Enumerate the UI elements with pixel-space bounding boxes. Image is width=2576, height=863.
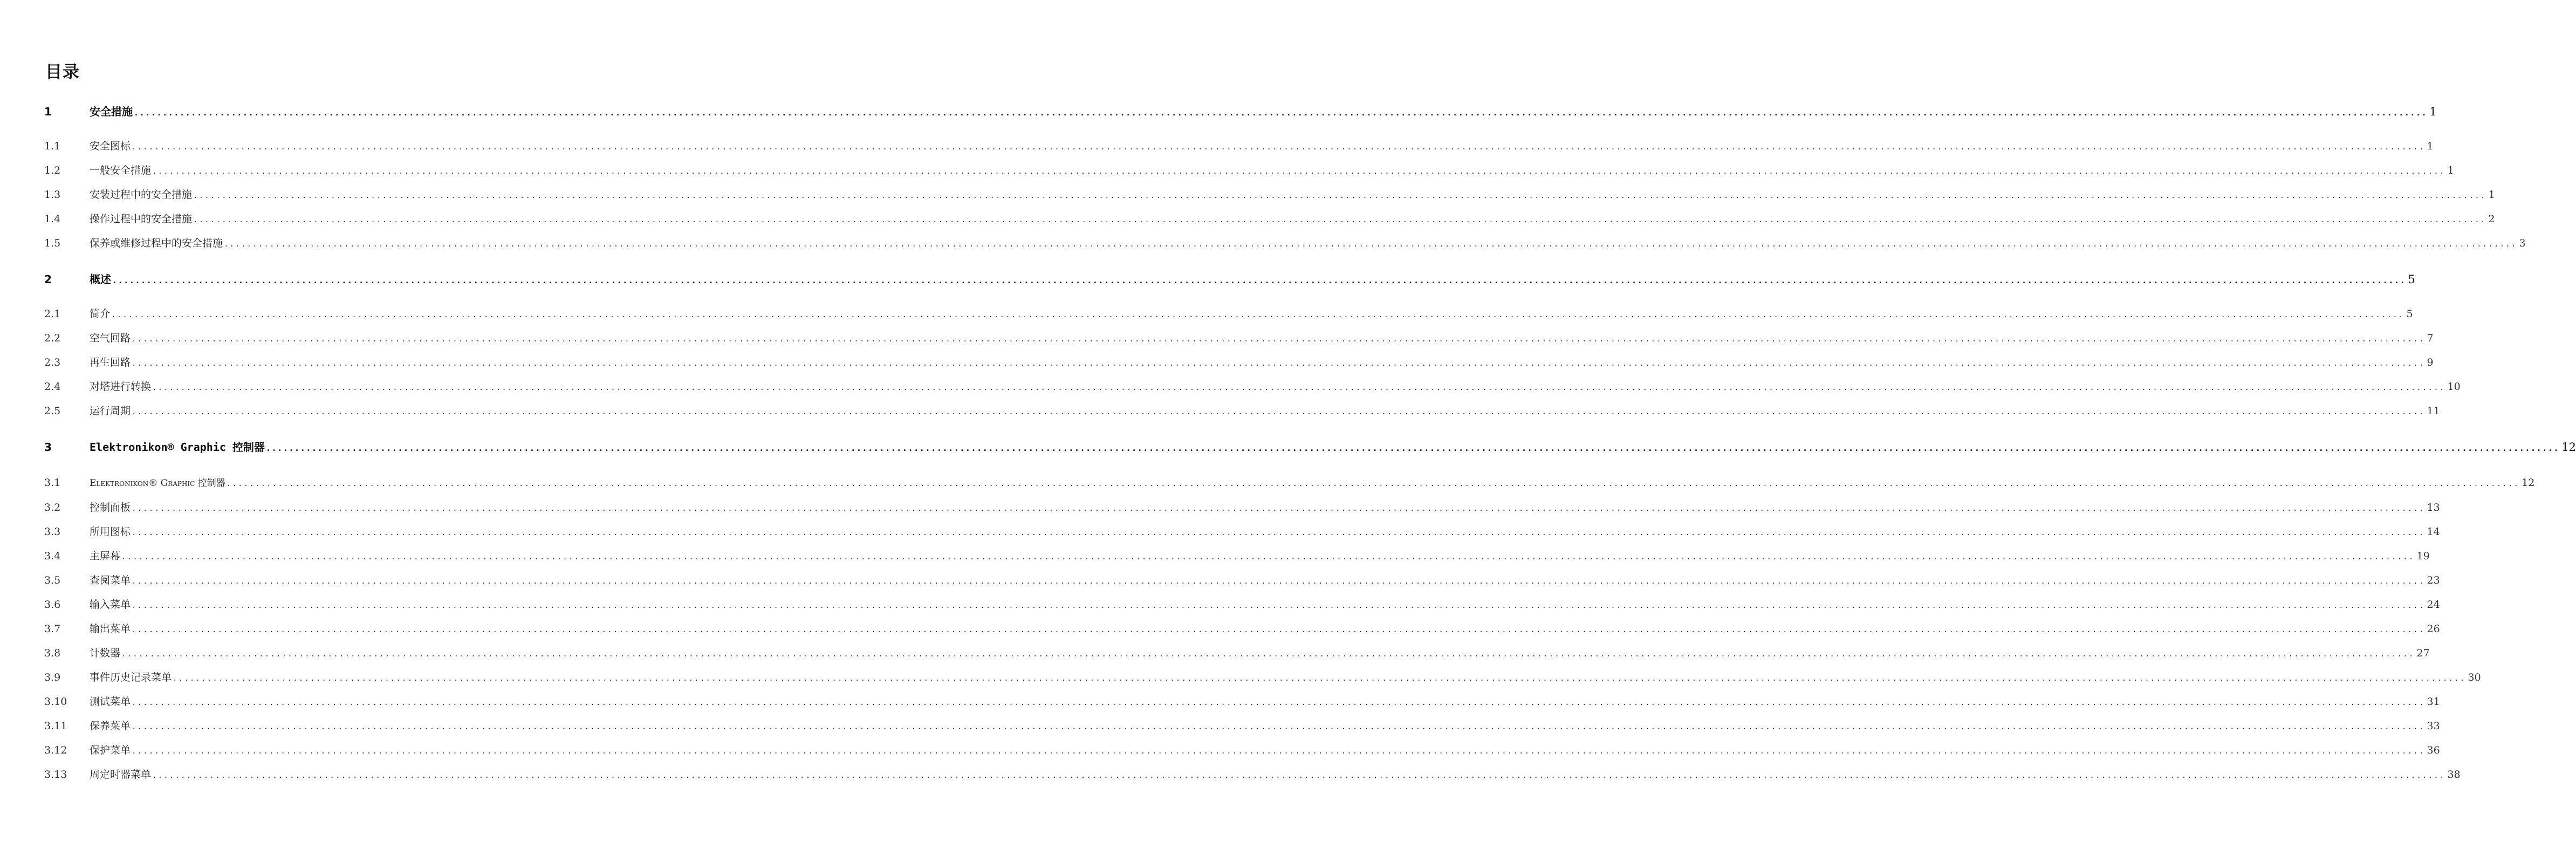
toc-entry-title: 周定时器菜单 bbox=[90, 769, 152, 780]
toc-entry-page-number: 33 bbox=[2427, 720, 2440, 732]
dot-leader: ................................................................................................................................................................................................................................................................................................................................................................................................................ bbox=[121, 650, 2415, 659]
toc-entry-number: 3.7 bbox=[44, 623, 61, 635]
toc-section-entry[interactable] bbox=[44, 645, 2430, 662]
dot-leader: ................................................................................................................................................................................................................................................................................................................................................................................................................ bbox=[132, 698, 2425, 707]
dot-leader: ................................................................................................................................................................................................................................................................................................................................................................................................................ bbox=[121, 553, 2415, 561]
toc-entry-page-number: 23 bbox=[2427, 574, 2440, 586]
toc-entry-title: 查阅菜单 bbox=[90, 574, 131, 586]
toc-entry-number: 2.1 bbox=[44, 308, 61, 320]
toc-section-entry[interactable] bbox=[44, 475, 2535, 492]
dot-leader: ................................................................................................................................................................................................................................................................................................................................................................................................................ bbox=[132, 408, 2425, 416]
toc-entry-number: 3.5 bbox=[44, 574, 61, 586]
toc-section-entry[interactable] bbox=[44, 597, 2440, 614]
toc-entry-number: 3.9 bbox=[44, 672, 61, 683]
dot-leader: ................................................................................................................................................................................................................................................................................................................................................................................................................ bbox=[173, 674, 2466, 683]
dot-leader: ................................................................................................................................................................................................................................................................................................................................................................................................................ bbox=[226, 480, 2520, 488]
toc-entry-page-number: 10 bbox=[2447, 381, 2461, 393]
toc-entry-page-number: 11 bbox=[2427, 405, 2440, 417]
dot-leader: ................................................................................................................................................................................................................................................................................................................................................................................................................ bbox=[132, 143, 2425, 152]
toc-section-entry[interactable] bbox=[44, 621, 2440, 638]
toc-heading: 目录 bbox=[45, 63, 80, 82]
toc-entry-title: 保养菜单 bbox=[90, 720, 131, 732]
toc-entry-number: 3.4 bbox=[44, 550, 61, 562]
dot-leader: ................................................................................................................................................................................................................................................................................................................................................................................................................ bbox=[152, 167, 2445, 176]
toc-section-entry[interactable] bbox=[44, 766, 2461, 784]
toc-chapter-entry[interactable] bbox=[44, 439, 2576, 456]
toc-section-entry[interactable] bbox=[44, 718, 2440, 735]
toc-entry-page-number: 13 bbox=[2427, 502, 2440, 513]
toc-entry-page-number: 1 bbox=[2429, 105, 2437, 118]
toc-chapter-entry[interactable] bbox=[44, 271, 2415, 288]
toc-entry-number: 1.1 bbox=[44, 140, 61, 152]
toc-entry-number: 1 bbox=[44, 105, 52, 118]
toc-entry-title: 再生回路 bbox=[90, 357, 131, 368]
toc-section-entry[interactable] bbox=[44, 499, 2440, 517]
dot-leader: ................................................................................................................................................................................................................................................................................................................................................................................................................ bbox=[132, 577, 2425, 586]
toc-entry-number: 3.10 bbox=[44, 696, 67, 708]
toc-entry-page-number: 12 bbox=[2561, 441, 2576, 454]
toc-entry-number: 2 bbox=[44, 273, 52, 286]
toc-entry-page-number: 1 bbox=[2447, 165, 2454, 176]
dot-leader: ................................................................................................................................................................................................................................................................................................................................................................................................................ bbox=[152, 771, 2445, 780]
toc-section-entry[interactable] bbox=[44, 572, 2440, 590]
toc-entry-title: 控制面板 bbox=[90, 502, 131, 513]
toc-entry-page-number: 7 bbox=[2427, 332, 2434, 344]
toc-section-entry[interactable] bbox=[44, 742, 2440, 759]
toc-entry-page-number: 5 bbox=[2406, 308, 2413, 320]
toc-entry-title: 保护菜单 bbox=[90, 744, 131, 756]
dot-leader: ................................................................................................................................................................................................................................................................................................................................................................................................................ bbox=[132, 359, 2425, 368]
toc-entry-title: Elektronikon® Graphic 控制器 bbox=[90, 478, 225, 489]
dot-leader: ................................................................................................................................................................................................................................................................................................................................................................................................................ bbox=[132, 504, 2425, 513]
toc-section-entry[interactable] bbox=[44, 354, 2434, 372]
dot-leader: ................................................................................................................................................................................................................................................................................................................................................................................................................ bbox=[132, 335, 2425, 344]
toc-section-entry[interactable] bbox=[44, 162, 2454, 180]
toc-entry-page-number: 12 bbox=[2522, 477, 2535, 489]
toc-entry-page-number: 19 bbox=[2416, 550, 2430, 562]
toc-entry-page-number: 27 bbox=[2416, 647, 2430, 659]
toc-section-entry[interactable] bbox=[44, 548, 2430, 565]
toc-entry-page-number: 26 bbox=[2427, 623, 2440, 635]
toc-entry-number: 1.2 bbox=[44, 165, 61, 176]
toc-entry-number: 3.2 bbox=[44, 502, 61, 513]
toc-entry-number: 3.13 bbox=[44, 769, 67, 780]
dot-leader: ................................................................................................................................................................................................................................................................................................................................................................................................................ bbox=[132, 529, 2425, 537]
toc-entry-number: 2.5 bbox=[44, 405, 61, 417]
toc-entry-page-number: 2 bbox=[2488, 213, 2495, 225]
toc-entry-title: 事件历史记录菜单 bbox=[90, 672, 172, 683]
toc-section-entry[interactable] bbox=[44, 694, 2440, 711]
toc-entry-title: 安全措施 bbox=[90, 105, 133, 118]
toc-entry-title: 概述 bbox=[90, 273, 111, 286]
dot-leader: ................................................................................................................................................................................................................................................................................................................................................................................................................ bbox=[132, 723, 2425, 731]
toc-entry-title: 运行周期 bbox=[90, 405, 131, 417]
toc-entry-number: 3.12 bbox=[44, 744, 67, 756]
toc-entry-page-number: 9 bbox=[2427, 357, 2434, 368]
toc-entry-number: 3.1 bbox=[44, 477, 61, 489]
dot-leader: ................................................................................................................................................................................................................................................................................................................................................................................................................ bbox=[265, 443, 2560, 453]
toc-entry-title: 简介 bbox=[90, 308, 111, 320]
toc-entry-page-number: 36 bbox=[2427, 744, 2440, 756]
toc-entry-title: 操作过程中的安全措施 bbox=[90, 213, 193, 225]
dot-leader: ................................................................................................................................................................................................................................................................................................................................................................................................................ bbox=[193, 191, 2486, 200]
toc-entry-title: 对塔进行转换 bbox=[90, 381, 152, 393]
dot-leader: ................................................................................................................................................................................................................................................................................................................................................................................................................ bbox=[134, 108, 2428, 118]
toc-entry-number: 3.6 bbox=[44, 599, 61, 611]
toc-entry-title: 安全图标 bbox=[90, 140, 131, 152]
dot-leader: ................................................................................................................................................................................................................................................................................................................................................................................................................ bbox=[111, 311, 2404, 319]
toc-entry-page-number: 14 bbox=[2427, 526, 2440, 538]
toc-entry-title: 所用图标 bbox=[90, 526, 131, 538]
toc-section-entry[interactable] bbox=[44, 524, 2440, 541]
toc-section-entry[interactable] bbox=[44, 211, 2495, 228]
toc-section-entry[interactable] bbox=[44, 669, 2481, 687]
toc-section-entry[interactable] bbox=[44, 330, 2434, 347]
toc-entry-number: 2.4 bbox=[44, 381, 61, 393]
dot-leader: ................................................................................................................................................................................................................................................................................................................................................................................................................ bbox=[224, 240, 2517, 249]
dot-leader: ................................................................................................................................................................................................................................................................................................................................................................................................................ bbox=[112, 276, 2406, 285]
toc-entry-title: 计数器 bbox=[90, 647, 121, 659]
toc-section-entry[interactable] bbox=[44, 187, 2495, 204]
toc-entry-number: 1.5 bbox=[44, 237, 61, 249]
toc-entry-page-number: 31 bbox=[2427, 696, 2440, 708]
dot-leader: ................................................................................................................................................................................................................................................................................................................................................................................................................ bbox=[132, 601, 2425, 610]
toc-entry-page-number: 30 bbox=[2468, 672, 2481, 683]
toc-entry-page-number: 1 bbox=[2488, 189, 2495, 201]
toc-entry-title: 空气回路 bbox=[90, 332, 131, 344]
toc-section-entry[interactable] bbox=[44, 306, 2413, 323]
dot-leader: ................................................................................................................................................................................................................................................................................................................................................................................................................ bbox=[132, 747, 2425, 756]
toc-section-entry[interactable] bbox=[44, 379, 2461, 396]
dot-leader: ................................................................................................................................................................................................................................................................................................................................................................................................................ bbox=[193, 216, 2486, 224]
toc-entry-title: 保养或维修过程中的安全措施 bbox=[90, 237, 223, 249]
toc-entry-title: 主屏幕 bbox=[90, 550, 121, 562]
toc-entry-number: 3 bbox=[44, 441, 52, 454]
toc-entry-title: 一般安全措施 bbox=[90, 165, 152, 176]
toc-entry-title: Elektronikon® Graphic 控制器 bbox=[90, 441, 265, 454]
toc-entry-title: 安装过程中的安全措施 bbox=[90, 189, 193, 201]
dot-leader: ................................................................................................................................................................................................................................................................................................................................................................................................................ bbox=[152, 383, 2445, 392]
toc-entry-page-number: 38 bbox=[2447, 769, 2461, 780]
toc-entry-page-number: 5 bbox=[2408, 273, 2415, 286]
toc-entry-page-number: 3 bbox=[2519, 237, 2526, 249]
toc-entry-title: 测试菜单 bbox=[90, 696, 131, 708]
toc-entry-number: 3.11 bbox=[44, 720, 67, 732]
toc-entry-page-number: 24 bbox=[2427, 599, 2440, 611]
toc-entry-number: 2.2 bbox=[44, 332, 61, 344]
toc-entry-number: 3.3 bbox=[44, 526, 61, 538]
toc-entry-page-number: 1 bbox=[2427, 140, 2434, 152]
toc-chapter-entry[interactable] bbox=[44, 103, 2437, 120]
toc-entry-title: 输出菜单 bbox=[90, 623, 131, 635]
toc-entry-number: 2.3 bbox=[44, 357, 61, 368]
toc-section-entry[interactable] bbox=[44, 235, 2526, 252]
toc-entry-title: 输入菜单 bbox=[90, 599, 131, 611]
toc-section-entry[interactable] bbox=[44, 138, 2434, 155]
toc-section-entry[interactable] bbox=[44, 403, 2440, 420]
toc-entry-number: 3.8 bbox=[44, 647, 61, 659]
toc-entry-number: 1.4 bbox=[44, 213, 61, 225]
toc-entry-number: 1.3 bbox=[44, 189, 61, 201]
dot-leader: ................................................................................................................................................................................................................................................................................................................................................................................................................ bbox=[132, 626, 2425, 634]
